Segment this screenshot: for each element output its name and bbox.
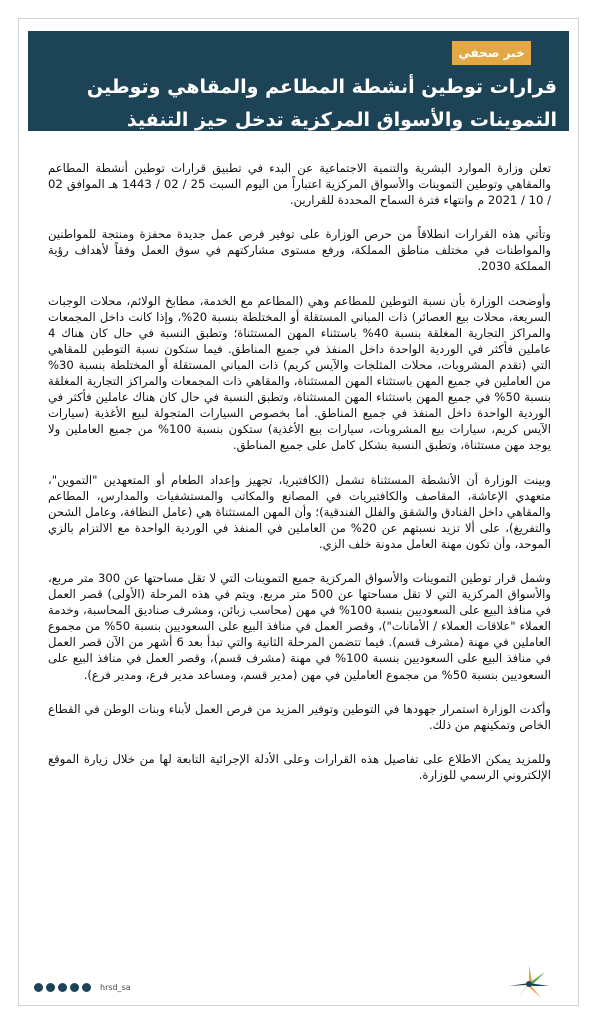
instagram-icon[interactable] bbox=[70, 983, 79, 992]
paragraph-intro: تعلن وزارة الموارد البشرية والتنمية الاجتماعية عن البدء في تطبيق قرارات توطين أنشطة المطاعم والمقاهي وتوطين التموينات والأسواق المركزية اعتباراً من اليوم السبت 25 / 02 / 1443 هـ الموافق 02 / 10 / 2021 م وانتهاء فترة السماح المحددة للقرارين. bbox=[48, 161, 552, 208]
ministry-logo-icon bbox=[505, 962, 553, 1004]
facebook-icon[interactable] bbox=[58, 983, 67, 992]
social-links bbox=[34, 983, 131, 992]
paragraph-purpose: وتأتي هذه القرارات انطلاقاً من حرص الوزارة على توفير فرص عمل جديدة محفزة ومنتجة للمواطنين والمواطنات في مختلف مناطق المملكة، ورفع مستوى مشاركتهم في سوق العمل وفقاً لأهداف رؤية المملكة 2030. bbox=[48, 227, 551, 274]
social-handle: hrsd_sa bbox=[100, 983, 131, 992]
paragraph-commitment: وأكدت الوزارة استمرار جهودها في التوطين وتوفير المزيد من فرص العمل لأبناء وبنات الوطن في القطاع الخاص وتمكينهم من ذلك. bbox=[48, 701, 551, 732]
youtube-icon[interactable] bbox=[46, 983, 55, 992]
press-release-badge: خبر صحفي bbox=[452, 41, 531, 65]
paragraph-exemptions: وبينت الوزارة أن الأنشطة المستثناة تشمل (الكافتيريا، تجهيز وإعداد الطعام أو المتعهدين "التموين"، متعهدي الإعاشة، المقاصف والكافتيريات في المصانع والمكاتب والمستشفيات والمدارس، المطاعم والمقاهي داخل الفنادق والشقق والفلل الفندقية)؛ وأن المهن المستثناة هي (عامل النظافة، وعامل الشحن والتفريغ)، على ألا تزيد نسبتهم عن 20% من العاملين في المنفذ في الوردية الواحدة مع الالتزام بالزي الموحد، وأن تكون مهنة العامل مدونة خلف الزي. bbox=[48, 472, 551, 551]
article-body bbox=[48, 160, 551, 801]
twitter-icon[interactable] bbox=[82, 983, 91, 992]
paragraph-restaurants: وأوضحت الوزارة بأن نسبة التوطين للمطاعم وهي (المطاعم مع الخدمة، مطابخ الولائم، محلات الوجبات السريعة، محلات بيع العصائر) ذات المباني المستقلة أو المختلطة بنسبة 20%، وإذا كانت داخل المجمعات والمراكز التجارية المغلقة بنسبة 40% باستثناء المهن المستثناة؛ وتطبق النسبة في حال كان هناك 4 عاملين فأكثر في الوردية الواحدة داخل المنفذ في جميع المناطق. فيما ستكون نسبة التوطين للمقاهي التي (تقدم المشروبات، محلات المثلجات والآيس كريم) ذات المباني المستقلة أو المختلطة بنسبة 30% من العاملين في جميع المهن باستثناء المهن المستثناة، والمقاهي ذات المجمعات والمراكز التجارية المغلقة بنسبة 50% في جميع المهن باستثناء المهن المستثناة، وتطبق النسبة في حال كان هناك عاملين فأكثر في الوردية الواحدة داخل المنفذ في جميع المناطق. أما بخصوص السيارات المتجولة لبيع الأغذية (سيارات الآيس كريم، سيارات بيع المشروبات، سيارات بيع الأغذية) ستكون بنسبة 100% من جميع العاملين ولا يوجد مهن مستثناة، وتطبق النسبة بشكل كامل على جميع المناطق. bbox=[48, 293, 552, 453]
paragraph-groceries: وشمل قرار توطين التموينات والأسواق المركزية جميع التموينات التي لا تقل مساحتها عن 300 متر مربع، والأسواق المركزية التي لا تقل مساحتها عن 500 متر مربع. ويتم في هذه المرحلة (الأولى) قصر العمل في منافذ البيع على السعوديين بنسبة 100% في مهن (محاسب زبائن، ومشرف صناديق المحاسبة، وخدمة العملاء "علاقات العملاء / الأمانات")، وقصر العمل في منافذ البيع على السعوديين بنسبة 50% من مجموع العاملين في مهنة (مشرف قسم). فيما تتضمن المرحلة الثانية والتي تبدأ بعد 6 أشهر من الآن قصر العمل في منافذ البيع على السعوديين بنسبة 100% في مهنة (مشرف قسم)، وقصر العمل في منافذ البيع على السعوديين بنسبة 50% من مجموع العاملين في مهن (مدير قسم، ومساعد مدير فرع، ومدير فرع). bbox=[48, 570, 551, 682]
snapchat-icon[interactable] bbox=[34, 983, 43, 992]
page-title: قرارات توطين أنشطة المطاعم والمقاهي وتوطين التموينات والأسواق المركزية تدخل حيز التنفيذ bbox=[86, 76, 557, 131]
paragraph-more-info: وللمزيد يمكن الاطلاع على تفاصيل هذه القرارات وعلى الأدلة الإجرائية التابعة لها من خلال زيارة الموقع الإلكتروني الرسمي للوزارة. bbox=[48, 751, 551, 782]
